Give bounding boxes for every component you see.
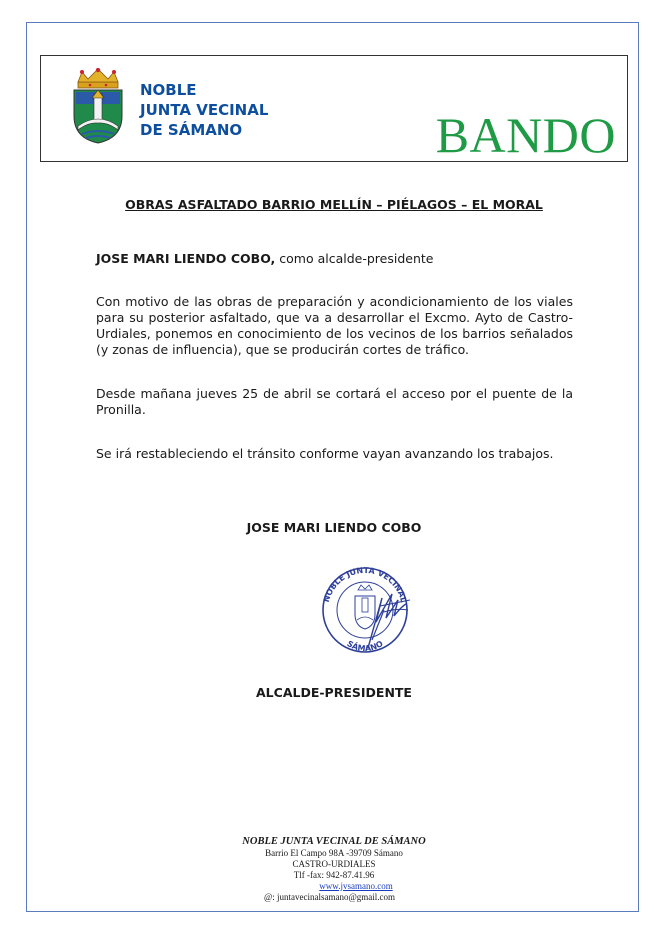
official-stamp-with-signature — [310, 560, 420, 660]
organization-name — [140, 80, 268, 140]
intro-line — [96, 251, 573, 267]
org-line-1: NOBLE — [140, 81, 197, 99]
org-line-2: JUNTA VECINAL — [140, 101, 269, 119]
org-line-3: DE SÁMANO — [140, 121, 243, 139]
footer-website-link[interactable]: www.jvsamano.com — [319, 881, 393, 891]
footer-phone: Tlf -fax: 942-87.41.96 — [293, 870, 375, 880]
subject-heading: OBRAS ASFALTADO BARRIO MELLÍN – PIÉLAGOS – EL MORAL — [125, 197, 543, 212]
stamp-text-bottom: SÁMANO — [345, 638, 385, 654]
intro-role: como alcalde-presidente — [275, 251, 434, 266]
signatory-title: ALCALDE-PRESIDENTE — [256, 685, 412, 700]
footer-city: CASTRO-URDIALES — [292, 859, 376, 869]
stamp-text-top: NOBLE JUNTA VECINAL — [321, 565, 409, 604]
footer-contact — [200, 835, 468, 903]
intro-name: JOSE MARI LIENDO COBO, — [96, 251, 276, 266]
paragraph-restore: Se irá restableciendo el tránsito conforme vayan avanzando los trabajos. — [96, 446, 554, 461]
footer-address: Barrio El Campo 98A -39709 Sámano — [265, 848, 403, 858]
paragraph-closure: Desde mañana jueves 25 de abril se cortará el acceso por el puente de la Pronilla. — [96, 386, 573, 417]
paragraph-works: Con motivo de las obras de preparación y acondicionamiento de los viales para su posterior asfaltado, que va a desarrollar el Excmo. Ayto de Castro-Urdiales, ponemos en conocimiento de los vecinos de los barrios señalados (y zonas de influencia), que se producirán cortes de tráfico. — [96, 294, 573, 357]
coat-of-arms-logo — [70, 68, 126, 144]
footer-email: @: juntavecinalsamano@gmail.com — [264, 892, 396, 902]
footer-org: NOBLE JUNTA VECINAL DE SÁMANO — [242, 836, 426, 847]
signatory-name: JOSE MARI LIENDO COBO — [246, 520, 422, 535]
document-title: BANDO — [435, 107, 616, 163]
